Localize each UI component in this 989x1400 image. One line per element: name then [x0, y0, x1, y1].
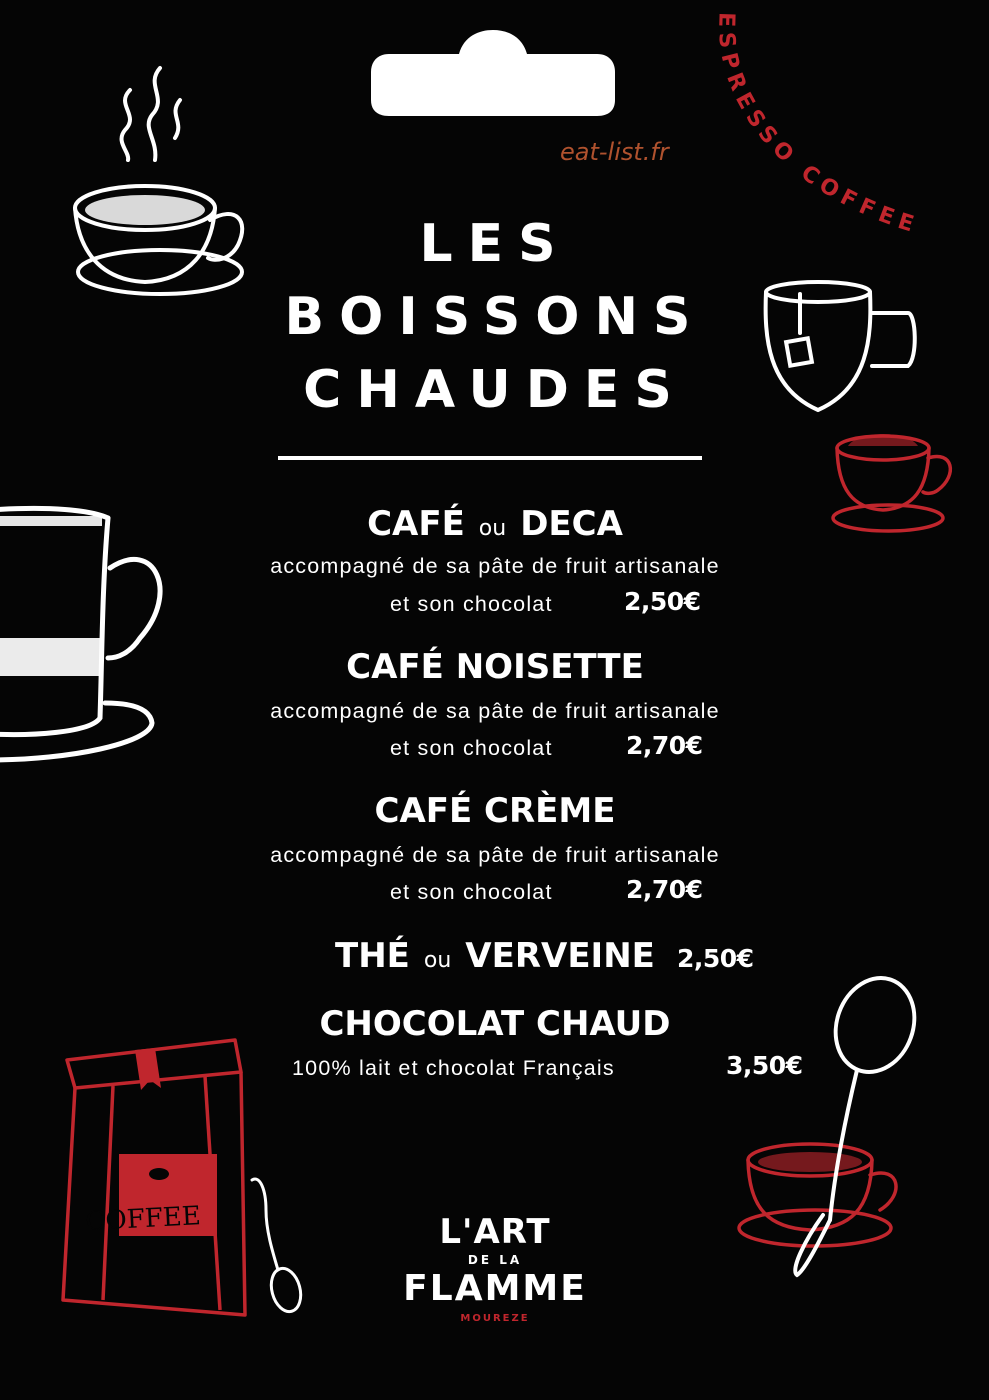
logo-line-1: L'ART: [439, 1212, 551, 1252]
item-name-b: DECA: [520, 504, 623, 544]
item-description-line2: et son chocolat: [390, 736, 553, 760]
item-price: 2,50€: [624, 587, 701, 616]
tea-mug-icon: [760, 278, 920, 418]
item-description: 100% lait et chocolat Français: [292, 1056, 615, 1080]
svg-text:ESPRESSO COFFEE: [713, 12, 922, 239]
item-connector: ou: [423, 948, 452, 973]
item-name-a: THÉ: [335, 936, 410, 976]
watermark: eat-list.fr: [560, 138, 669, 166]
small-spoon-icon: [240, 1170, 310, 1320]
cappuccino-cup-icon: [828, 420, 958, 535]
title-divider: [278, 456, 702, 460]
hanger-cutout: [369, 28, 617, 118]
coffee-bag-icon: [55, 1030, 265, 1320]
item-cafe-noisette-title: CAFÉ NOISETTE: [346, 647, 644, 687]
item-description: accompagné de sa pâte de fruit artisanale: [270, 699, 720, 723]
item-price: 2,50€: [677, 944, 754, 973]
item-description-line2: et son chocolat: [390, 592, 553, 616]
item-name-a: CAFÉ: [367, 504, 465, 544]
item-price: 2,70€: [626, 875, 703, 904]
item-description: accompagné de sa pâte de fruit artisanale: [270, 554, 720, 578]
title-line-1: LES: [419, 214, 571, 274]
title-line-3: CHAUDES: [303, 360, 687, 420]
item-price: 3,50€: [726, 1051, 803, 1080]
logo-line-4: MOUREZE: [460, 1313, 530, 1324]
large-latte-cup-icon: [0, 498, 170, 768]
item-cafe-creme-title: CAFÉ CRÈME: [374, 791, 616, 831]
item-description-line2: et son chocolat: [390, 880, 553, 904]
curved-label: ESPRESSO COFFEE: [713, 11, 923, 240]
item-cafe-deca-title: [100, 504, 890, 549]
logo-line-3: FLAMME: [403, 1268, 587, 1309]
bag-label: COFFEE: [84, 1201, 202, 1238]
item-name-b: VERVEINE: [465, 936, 655, 976]
item-the-verveine-title: [335, 936, 665, 981]
item-chocolat-chaud-title: CHOCOLAT CHAUD: [319, 1004, 671, 1044]
title-line-2: BOISSONS: [284, 287, 706, 347]
item-price: 2,70€: [626, 731, 703, 760]
spoon-with-cup-icon: [735, 970, 925, 1290]
item-description: accompagné de sa pâte de fruit artisanale: [270, 843, 720, 867]
steaming-coffee-cup-icon: [60, 60, 250, 310]
logo-line-2: DE LA: [467, 1253, 523, 1267]
item-connector: ou: [478, 516, 507, 541]
